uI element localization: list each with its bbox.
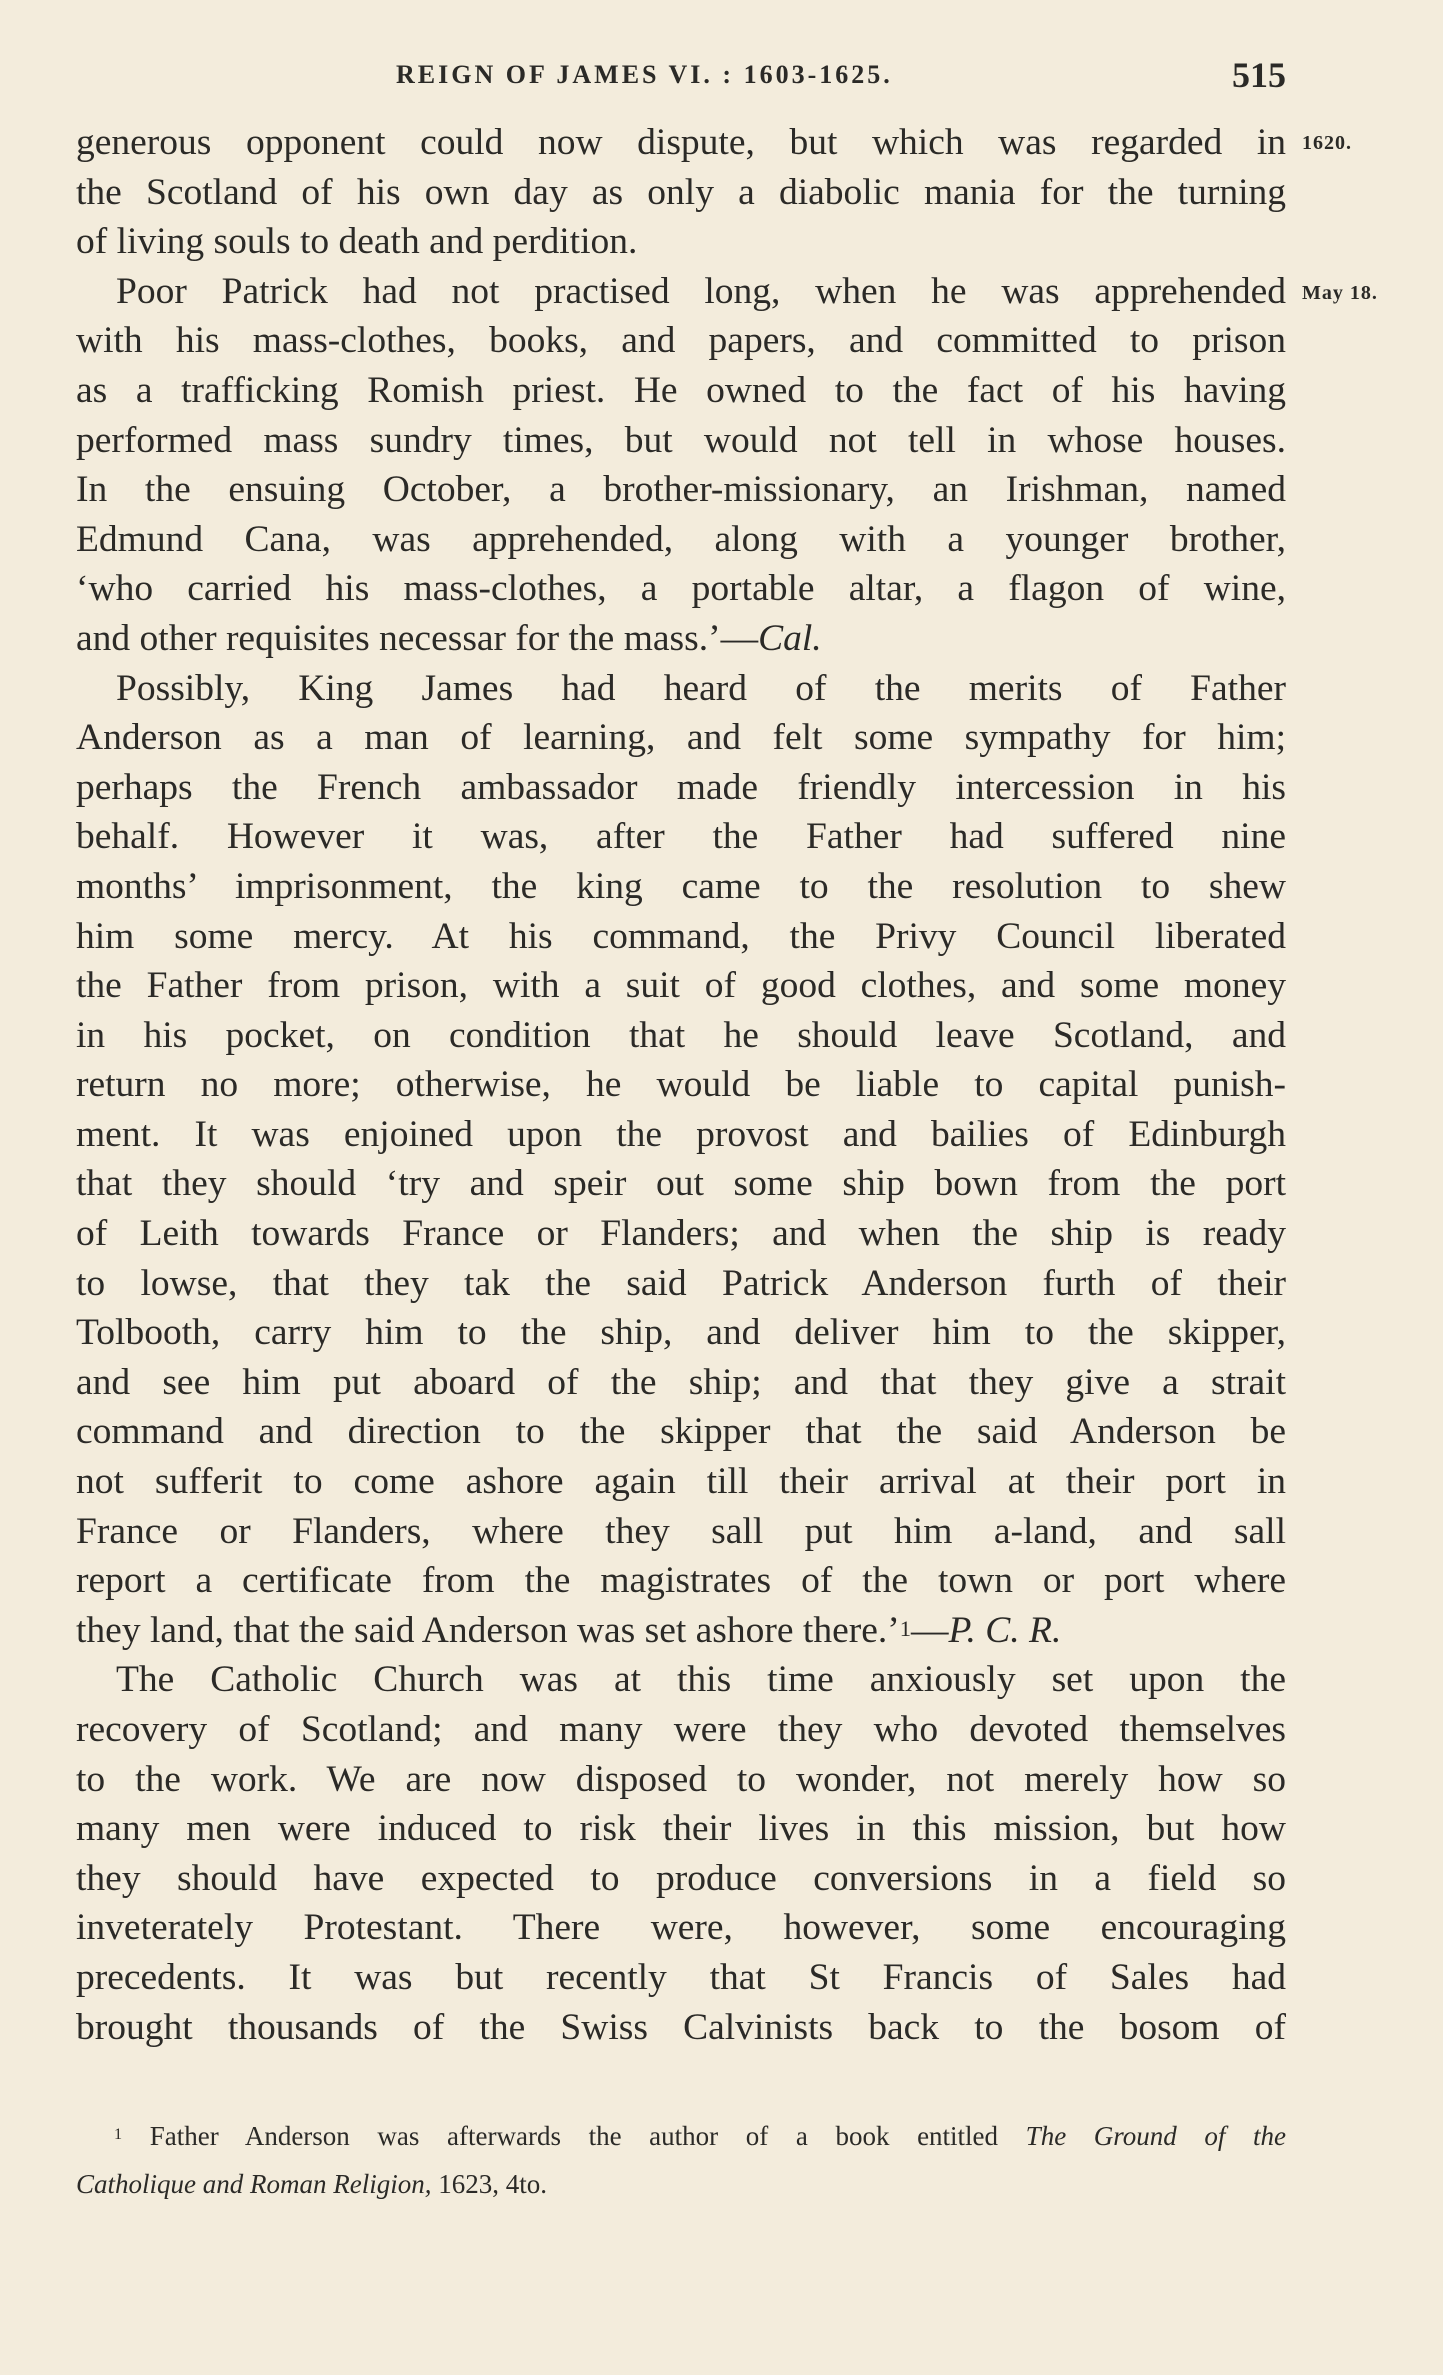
text-line: the Father from prison, with a suit of good clothes, and some money bbox=[76, 965, 1286, 1007]
text-line bbox=[76, 614, 1286, 664]
footnote-reference[interactable]: 1 bbox=[899, 1615, 911, 1641]
text-line: recovery of Scotland; and many were they who devoted themselves bbox=[76, 1709, 1286, 1750]
text-line: precedents. It was but recently that St Francis of Sales had bbox=[76, 1956, 1286, 1998]
book-title-cont: Catholique and Roman Religion, bbox=[76, 2169, 432, 2199]
book-title: The Ground of the bbox=[1025, 2121, 1287, 2151]
body-text bbox=[76, 118, 1286, 2052]
text-line: in his pocket, on condition that he should leave Scotland, and bbox=[76, 1014, 1286, 1056]
paragraph bbox=[76, 664, 1286, 1656]
footnote bbox=[76, 2112, 1286, 2208]
source-citation: Cal. bbox=[758, 617, 822, 659]
text-line: brought thousands of the Swiss Calvinists back to the bosom of bbox=[76, 2006, 1286, 2048]
paragraph bbox=[76, 267, 1286, 664]
text-line: return no more; otherwise, he would be liable to capital punish- bbox=[76, 1064, 1286, 1106]
text-line: performed mass sundry times, but would not tell in whose houses. bbox=[76, 419, 1286, 461]
footnote-text-before: Father Anderson was afterwards the author of a book entitled bbox=[149, 2121, 999, 2151]
margin-note-year: 1620. bbox=[1302, 132, 1352, 154]
text-line: France or Flanders, where they sall put him a-land, and sall bbox=[76, 1510, 1286, 1552]
text-line: Tolbooth, carry him to the ship, and deliver him to the skipper, bbox=[76, 1312, 1286, 1354]
text-line: to the work. We are now disposed to wonder, not merely how so bbox=[76, 1758, 1286, 1800]
text-line: of Leith towards France or Flanders; and when the ship is ready bbox=[76, 1213, 1286, 1255]
text-line: report a certificate from the magistrates of the town or port where bbox=[76, 1560, 1286, 1602]
text-line: of living souls to death and perdition. bbox=[76, 221, 638, 263]
page-number: 515 bbox=[1232, 55, 1286, 95]
text-line: generous opponent could now dispute, but which was regarded in bbox=[76, 122, 1286, 163]
footnote-marker: 1 bbox=[114, 2125, 123, 2143]
text-line: and see him put aboard of the ship; and that they give a strait bbox=[76, 1361, 1286, 1403]
paragraph bbox=[76, 118, 1286, 267]
text-line: that they should ‘try and speir out some ship bown from the port bbox=[76, 1163, 1286, 1205]
text-line: The Catholic Church was at this time anxiously set upon the bbox=[116, 1659, 1286, 1701]
em-dash: — bbox=[910, 1609, 949, 1651]
text-line: him some mercy. At his command, the Privy Council liberated bbox=[76, 915, 1286, 957]
line-text: and other requisites necessar for the mass.’— bbox=[76, 617, 759, 659]
running-header bbox=[76, 54, 1286, 100]
source-citation: P. C. R. bbox=[948, 1609, 1062, 1651]
text-line: months’ imprisonment, the king came to the resolution to shew bbox=[76, 865, 1286, 907]
text-line: command and direction to the skipper that the said Anderson be bbox=[76, 1411, 1286, 1453]
footnote-text-line2 bbox=[76, 2160, 1286, 2208]
text-line: as a trafficking Romish priest. He owned to the fact of his having bbox=[76, 369, 1286, 411]
running-title: REIGN OF JAMES VI. : 1603-1625. bbox=[396, 60, 893, 89]
text-line bbox=[76, 1606, 1286, 1656]
text-line: the Scotland of his own day as only a diabolic mania for the turning bbox=[76, 171, 1286, 213]
text-line: they should have expected to produce conversions in a field so bbox=[76, 1857, 1286, 1899]
text-line: to lowse, that they tak the said Patrick Anderson furth of their bbox=[76, 1262, 1286, 1304]
line-text: they land, that the said Anderson was set ashore there.’ bbox=[76, 1609, 900, 1651]
text-line: Edmund Cana, was apprehended, along with a younger brother, bbox=[76, 518, 1286, 560]
text-line: ment. It was enjoined upon the provost and bailies of Edinburgh bbox=[76, 1113, 1286, 1155]
text-line: with his mass-clothes, books, and papers, and committed to prison bbox=[76, 320, 1286, 362]
footnote-text-after: 1623, 4to. bbox=[438, 2169, 547, 2199]
text-line: many men were induced to risk their lives in this mission, but how bbox=[76, 1808, 1286, 1850]
text-line: not sufferit to come ashore again till their arrival at their port in bbox=[76, 1461, 1286, 1503]
text-line: perhaps the French ambassador made friendly intercession in his bbox=[76, 766, 1286, 808]
text-line: In the ensuing October, a brother-missionary, an Irishman, named bbox=[76, 469, 1286, 511]
text-line: ‘who carried his mass-clothes, a portable altar, a flagon of wine, bbox=[76, 568, 1286, 610]
text-line: Poor Patrick had not practised long, when he was apprehended bbox=[116, 270, 1286, 312]
text-line: Possibly, King James had heard of the merits of Father bbox=[116, 667, 1286, 709]
text-line: inveterately Protestant. There were, however, some encouraging bbox=[76, 1907, 1286, 1949]
text-line: behalf. However it was, after the Father had suffered nine bbox=[76, 816, 1286, 858]
text-line: Anderson as a man of learning, and felt some sympathy for him; bbox=[76, 717, 1286, 759]
margin-note-date: May 18. bbox=[1302, 282, 1378, 304]
paragraph bbox=[76, 1655, 1286, 2052]
footnote-text bbox=[76, 2112, 1286, 2160]
